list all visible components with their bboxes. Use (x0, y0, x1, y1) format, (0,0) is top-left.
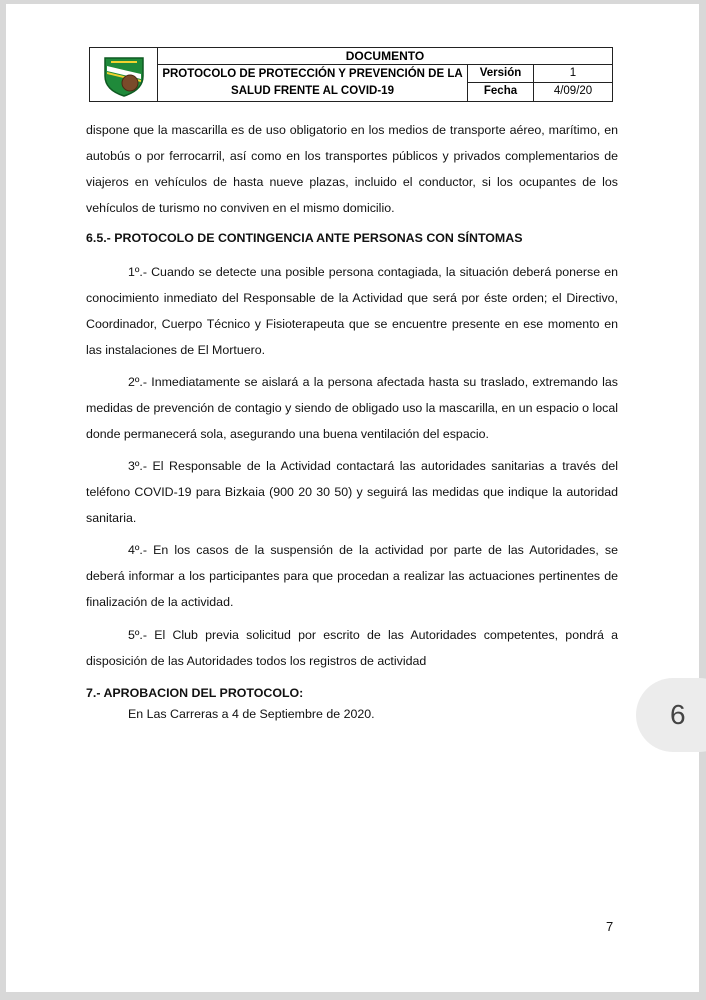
paragraph-2 (86, 369, 618, 447)
viewer-page-badge[interactable] (636, 678, 706, 752)
document-label: DOCUMENTO (158, 48, 612, 65)
date-label: Fecha (468, 83, 534, 101)
approval-text: En Las Carreras a 4 de Septiembre de 2020. (128, 707, 375, 721)
club-logo (101, 52, 147, 98)
section-7-heading: 7.- APROBACION DEL PROTOCOLO: (86, 686, 304, 700)
paragraph-1-text: 1º.- Cuando se detecte una posible persona contagiada, la situación deberá ponerse en conocimiento inmediato del Responsable de la Actividad que será por éste orden; el Directivo, Coordinador, Cuerpo Técnico y Fisioterapeuta que se encuentre presente en ese momento en las instalaciones de El Mortuero. (86, 265, 618, 357)
paragraph-1 (86, 259, 618, 363)
version-label: Versión (468, 65, 534, 82)
paragraph-3-text: 3º.- El Responsable de la Actividad contactará las autoridades sanitarias a través del teléfono COVID-19 para Bizkaia (900 20 30 50) y seguirá las medidas que indique la autoridad sanitaria. (86, 459, 618, 525)
section-6-5-heading: 6.5.- PROTOCOLO DE CONTINGENCIA ANTE PERSONAS CON SÍNTOMAS (86, 231, 523, 245)
paragraph-3 (86, 453, 618, 531)
paragraph-4-text: 4º.- En los casos de la suspensión de la actividad por parte de las Autoridades, se deberá informar a los participantes para que procedan a realizar las actuaciones pertinentes de finalización de la actividad. (86, 543, 618, 609)
paragraph-5-text: 5º.- El Club previa solicitud por escrito de las Autoridades competentes, pondrá a disposición de las Autoridades todos los registros de actividad (86, 628, 618, 668)
version-row (468, 65, 612, 83)
document-title (158, 65, 468, 101)
paragraph-5 (86, 622, 618, 674)
document-title-line2: SALUD FRENTE AL COVID-19 (231, 85, 394, 97)
page-number: 7 (606, 919, 614, 934)
paragraph-2-text: 2º.- Inmediatamente se aislará a la persona afectada hasta su traslado, extremando las medidas de prevención de contagio y siendo de obligado uso la mascarilla, en un espacio o local donde permanecerá sola, asegurando una buena ventilación del espacio. (86, 375, 618, 441)
intro-paragraph (86, 117, 618, 221)
version-value: 1 (569, 67, 577, 79)
paragraph-4 (86, 537, 618, 615)
date-value: 4/09/20 (553, 85, 593, 97)
intro-paragraph-text: dispone que la mascarilla es de uso obligatorio en los medios de transporte aéreo, marítimo, en autobús o por ferrocarril, así como en los transportes públicos y privados complementarios de viajeros en vehículos de hasta nueve plazas, incluido el conductor, si los ocupantes de los vehículos de turismo no conviven en el mismo domicilio. (86, 123, 618, 215)
viewer-page-badge-number: 6 (670, 699, 686, 730)
document-header-table (89, 47, 613, 102)
document-title-line1: PROTOCOLO DE PROTECCIÓN Y PREVENCIÓN DE LA (162, 68, 463, 80)
club-logo-cell (90, 48, 158, 101)
date-row (468, 83, 612, 101)
